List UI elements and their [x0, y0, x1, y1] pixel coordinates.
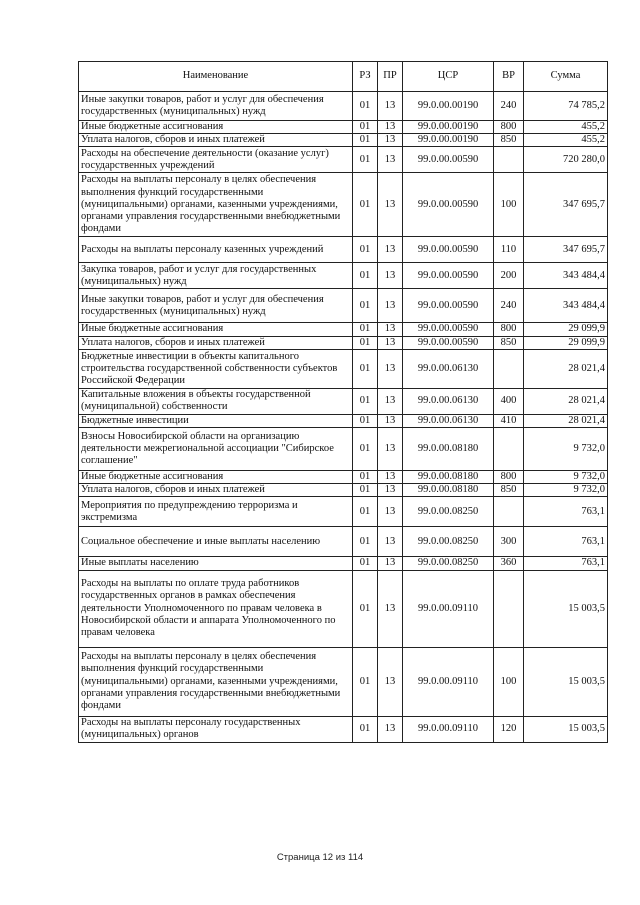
- header-name: Наименование: [79, 62, 353, 92]
- cell-pr: 13: [378, 134, 403, 147]
- cell-rz: 01: [353, 147, 378, 173]
- table-row: [79, 414, 608, 427]
- cell-pr: 13: [378, 484, 403, 497]
- table-row: [79, 428, 608, 471]
- cell-rz: 01: [353, 121, 378, 134]
- cell-rz: 01: [353, 349, 378, 388]
- cell-vr: 240: [494, 289, 524, 323]
- cell-vr: [494, 349, 524, 388]
- cell-rz: 01: [353, 173, 378, 237]
- cell-sum: 29 099,9: [524, 323, 608, 336]
- table-header-row: [79, 62, 608, 92]
- cell-pr: 13: [378, 323, 403, 336]
- table-row: [79, 716, 608, 742]
- cell-csr: 99.0.00.06130: [403, 349, 494, 388]
- cell-csr: 99.0.00.09110: [403, 647, 494, 716]
- cell-csr: 99.0.00.08250: [403, 557, 494, 570]
- cell-csr: 99.0.00.08180: [403, 484, 494, 497]
- table-row: [79, 471, 608, 484]
- cell-name: Расходы на обеспечение деятельности (оказание услуг) государственных учреждений: [79, 147, 353, 173]
- cell-pr: 13: [378, 336, 403, 349]
- cell-name: Уплата налогов, сборов и иных платежей: [79, 134, 353, 147]
- cell-pr: 13: [378, 414, 403, 427]
- cell-name: Уплата налогов, сборов и иных платежей: [79, 336, 353, 349]
- cell-rz: 01: [353, 414, 378, 427]
- table-row: [79, 263, 608, 289]
- cell-sum: 343 484,4: [524, 263, 608, 289]
- header-csr: ЦСР: [403, 62, 494, 92]
- cell-vr: 110: [494, 237, 524, 263]
- cell-vr: 200: [494, 263, 524, 289]
- cell-rz: 01: [353, 388, 378, 414]
- cell-vr: [494, 497, 524, 527]
- cell-rz: 01: [353, 647, 378, 716]
- cell-vr: 800: [494, 471, 524, 484]
- cell-vr: 100: [494, 173, 524, 237]
- budget-table: [78, 61, 608, 743]
- cell-vr: 850: [494, 336, 524, 349]
- cell-name: Социальное обеспечение и иные выплаты населению: [79, 527, 353, 557]
- cell-pr: 13: [378, 263, 403, 289]
- table-row: [79, 173, 608, 237]
- cell-sum: 15 003,5: [524, 716, 608, 742]
- table-row: [79, 147, 608, 173]
- cell-sum: 28 021,4: [524, 388, 608, 414]
- cell-csr: 99.0.00.00590: [403, 263, 494, 289]
- cell-vr: [494, 570, 524, 647]
- table-row: [79, 237, 608, 263]
- cell-csr: 99.0.00.00190: [403, 121, 494, 134]
- cell-sum: 455,2: [524, 134, 608, 147]
- cell-vr: 100: [494, 647, 524, 716]
- cell-csr: 99.0.00.00590: [403, 336, 494, 349]
- table-row: [79, 388, 608, 414]
- cell-rz: 01: [353, 289, 378, 323]
- cell-vr: 400: [494, 388, 524, 414]
- cell-name: Капитальные вложения в объекты государственной (муниципальной) собственности: [79, 388, 353, 414]
- cell-name: Расходы на выплаты персоналу казенных учреждений: [79, 237, 353, 263]
- cell-name: Расходы на выплаты персоналу государственных (муниципальных) органов: [79, 716, 353, 742]
- cell-csr: 99.0.00.00190: [403, 134, 494, 147]
- cell-csr: 99.0.00.08250: [403, 497, 494, 527]
- cell-pr: 13: [378, 647, 403, 716]
- cell-csr: 99.0.00.00590: [403, 289, 494, 323]
- cell-pr: 13: [378, 497, 403, 527]
- cell-sum: 763,1: [524, 527, 608, 557]
- table-row: [79, 349, 608, 388]
- header-sum: Сумма: [524, 62, 608, 92]
- cell-sum: 720 280,0: [524, 147, 608, 173]
- table-row: [79, 484, 608, 497]
- cell-name: Расходы на выплаты персоналу в целях обеспечения выполнения функций государственными (муниципальными) органами, казенными учреждениями, органами управления государственными внебюджетными фондами: [79, 647, 353, 716]
- table-row: [79, 647, 608, 716]
- table-row: [79, 557, 608, 570]
- header-vr: ВР: [494, 62, 524, 92]
- cell-name: Иные выплаты населению: [79, 557, 353, 570]
- cell-rz: 01: [353, 323, 378, 336]
- cell-vr: 800: [494, 121, 524, 134]
- cell-pr: 13: [378, 92, 403, 121]
- table-row: [79, 134, 608, 147]
- cell-rz: 01: [353, 484, 378, 497]
- cell-sum: 15 003,5: [524, 647, 608, 716]
- cell-name: Бюджетные инвестиции: [79, 414, 353, 427]
- cell-name: Мероприятия по предупреждению терроризма и экстремизма: [79, 497, 353, 527]
- cell-pr: 13: [378, 557, 403, 570]
- cell-sum: 15 003,5: [524, 570, 608, 647]
- cell-name: Иные бюджетные ассигнования: [79, 121, 353, 134]
- table-row: [79, 336, 608, 349]
- cell-csr: 99.0.00.09110: [403, 716, 494, 742]
- cell-rz: 01: [353, 557, 378, 570]
- cell-pr: 13: [378, 237, 403, 263]
- header-rz: РЗ: [353, 62, 378, 92]
- cell-name: Иные закупки товаров, работ и услуг для обеспечения государственных (муниципальных) нужд: [79, 289, 353, 323]
- cell-csr: 99.0.00.00590: [403, 173, 494, 237]
- cell-vr: [494, 428, 524, 471]
- header-pr: ПР: [378, 62, 403, 92]
- cell-pr: 13: [378, 147, 403, 173]
- cell-sum: 74 785,2: [524, 92, 608, 121]
- cell-pr: 13: [378, 471, 403, 484]
- cell-rz: 01: [353, 471, 378, 484]
- cell-pr: 13: [378, 349, 403, 388]
- cell-vr: 360: [494, 557, 524, 570]
- cell-csr: 99.0.00.09110: [403, 570, 494, 647]
- cell-rz: 01: [353, 570, 378, 647]
- cell-pr: 13: [378, 716, 403, 742]
- cell-sum: 347 695,7: [524, 173, 608, 237]
- cell-pr: 13: [378, 388, 403, 414]
- cell-sum: 28 021,4: [524, 414, 608, 427]
- cell-pr: 13: [378, 289, 403, 323]
- cell-name: Бюджетные инвестиции в объекты капитального строительства государственной собственности субъектов Российской Федерации: [79, 349, 353, 388]
- cell-csr: 99.0.00.08180: [403, 471, 494, 484]
- cell-name: Закупка товаров, работ и услуг для государственных (муниципальных) нужд: [79, 263, 353, 289]
- cell-sum: 9 732,0: [524, 428, 608, 471]
- cell-pr: 13: [378, 527, 403, 557]
- table-row: [79, 497, 608, 527]
- cell-vr: 850: [494, 484, 524, 497]
- cell-csr: 99.0.00.00590: [403, 147, 494, 173]
- page-number: Страница 12 из 114: [276, 852, 364, 863]
- cell-sum: 455,2: [524, 121, 608, 134]
- cell-sum: 28 021,4: [524, 349, 608, 388]
- cell-pr: 13: [378, 570, 403, 647]
- cell-rz: 01: [353, 716, 378, 742]
- cell-name: Иные бюджетные ассигнования: [79, 471, 353, 484]
- cell-rz: 01: [353, 527, 378, 557]
- cell-rz: 01: [353, 263, 378, 289]
- cell-sum: 763,1: [524, 497, 608, 527]
- cell-vr: [494, 147, 524, 173]
- cell-csr: 99.0.00.06130: [403, 388, 494, 414]
- cell-csr: 99.0.00.06130: [403, 414, 494, 427]
- cell-rz: 01: [353, 428, 378, 471]
- cell-rz: 01: [353, 237, 378, 263]
- cell-csr: 99.0.00.08250: [403, 527, 494, 557]
- cell-sum: 9 732,0: [524, 471, 608, 484]
- cell-csr: 99.0.00.08180: [403, 428, 494, 471]
- cell-sum: 763,1: [524, 557, 608, 570]
- cell-sum: 347 695,7: [524, 237, 608, 263]
- cell-vr: 800: [494, 323, 524, 336]
- cell-vr: 850: [494, 134, 524, 147]
- cell-vr: 120: [494, 716, 524, 742]
- table-row: [79, 289, 608, 323]
- cell-sum: 29 099,9: [524, 336, 608, 349]
- cell-name: Расходы на выплаты по оплате труда работников государственных органов в рамках обеспечения деятельности Уполномоченного по правам человека в Новосибирской области и аппарата Уполномоченного по правам человека: [79, 570, 353, 647]
- cell-pr: 13: [378, 121, 403, 134]
- cell-csr: 99.0.00.00590: [403, 237, 494, 263]
- cell-csr: 99.0.00.00590: [403, 323, 494, 336]
- cell-name: Уплата налогов, сборов и иных платежей: [79, 484, 353, 497]
- cell-name: Иные закупки товаров, работ и услуг для обеспечения государственных (муниципальных) нужд: [79, 92, 353, 121]
- cell-pr: 13: [378, 173, 403, 237]
- budget-table-container: [78, 61, 607, 743]
- cell-rz: 01: [353, 134, 378, 147]
- table-row: [79, 92, 608, 121]
- table-row: [79, 121, 608, 134]
- cell-sum: 343 484,4: [524, 289, 608, 323]
- cell-vr: 240: [494, 92, 524, 121]
- cell-sum: 9 732,0: [524, 484, 608, 497]
- cell-name: Расходы на выплаты персоналу в целях обеспечения выполнения функций государственными (муниципальными) органами, казенными учреждениями, органами управления государственными внебюджетными фондами: [79, 173, 353, 237]
- cell-rz: 01: [353, 497, 378, 527]
- cell-rz: 01: [353, 336, 378, 349]
- cell-name: Иные бюджетные ассигнования: [79, 323, 353, 336]
- cell-csr: 99.0.00.00190: [403, 92, 494, 121]
- cell-rz: 01: [353, 92, 378, 121]
- cell-vr: 410: [494, 414, 524, 427]
- cell-name: Взносы Новосибирской области на организацию деятельности межрегиональной ассоциации "Сибирское соглашение": [79, 428, 353, 471]
- table-row: [79, 323, 608, 336]
- table-row: [79, 570, 608, 647]
- cell-vr: 300: [494, 527, 524, 557]
- cell-pr: 13: [378, 428, 403, 471]
- table-row: [79, 527, 608, 557]
